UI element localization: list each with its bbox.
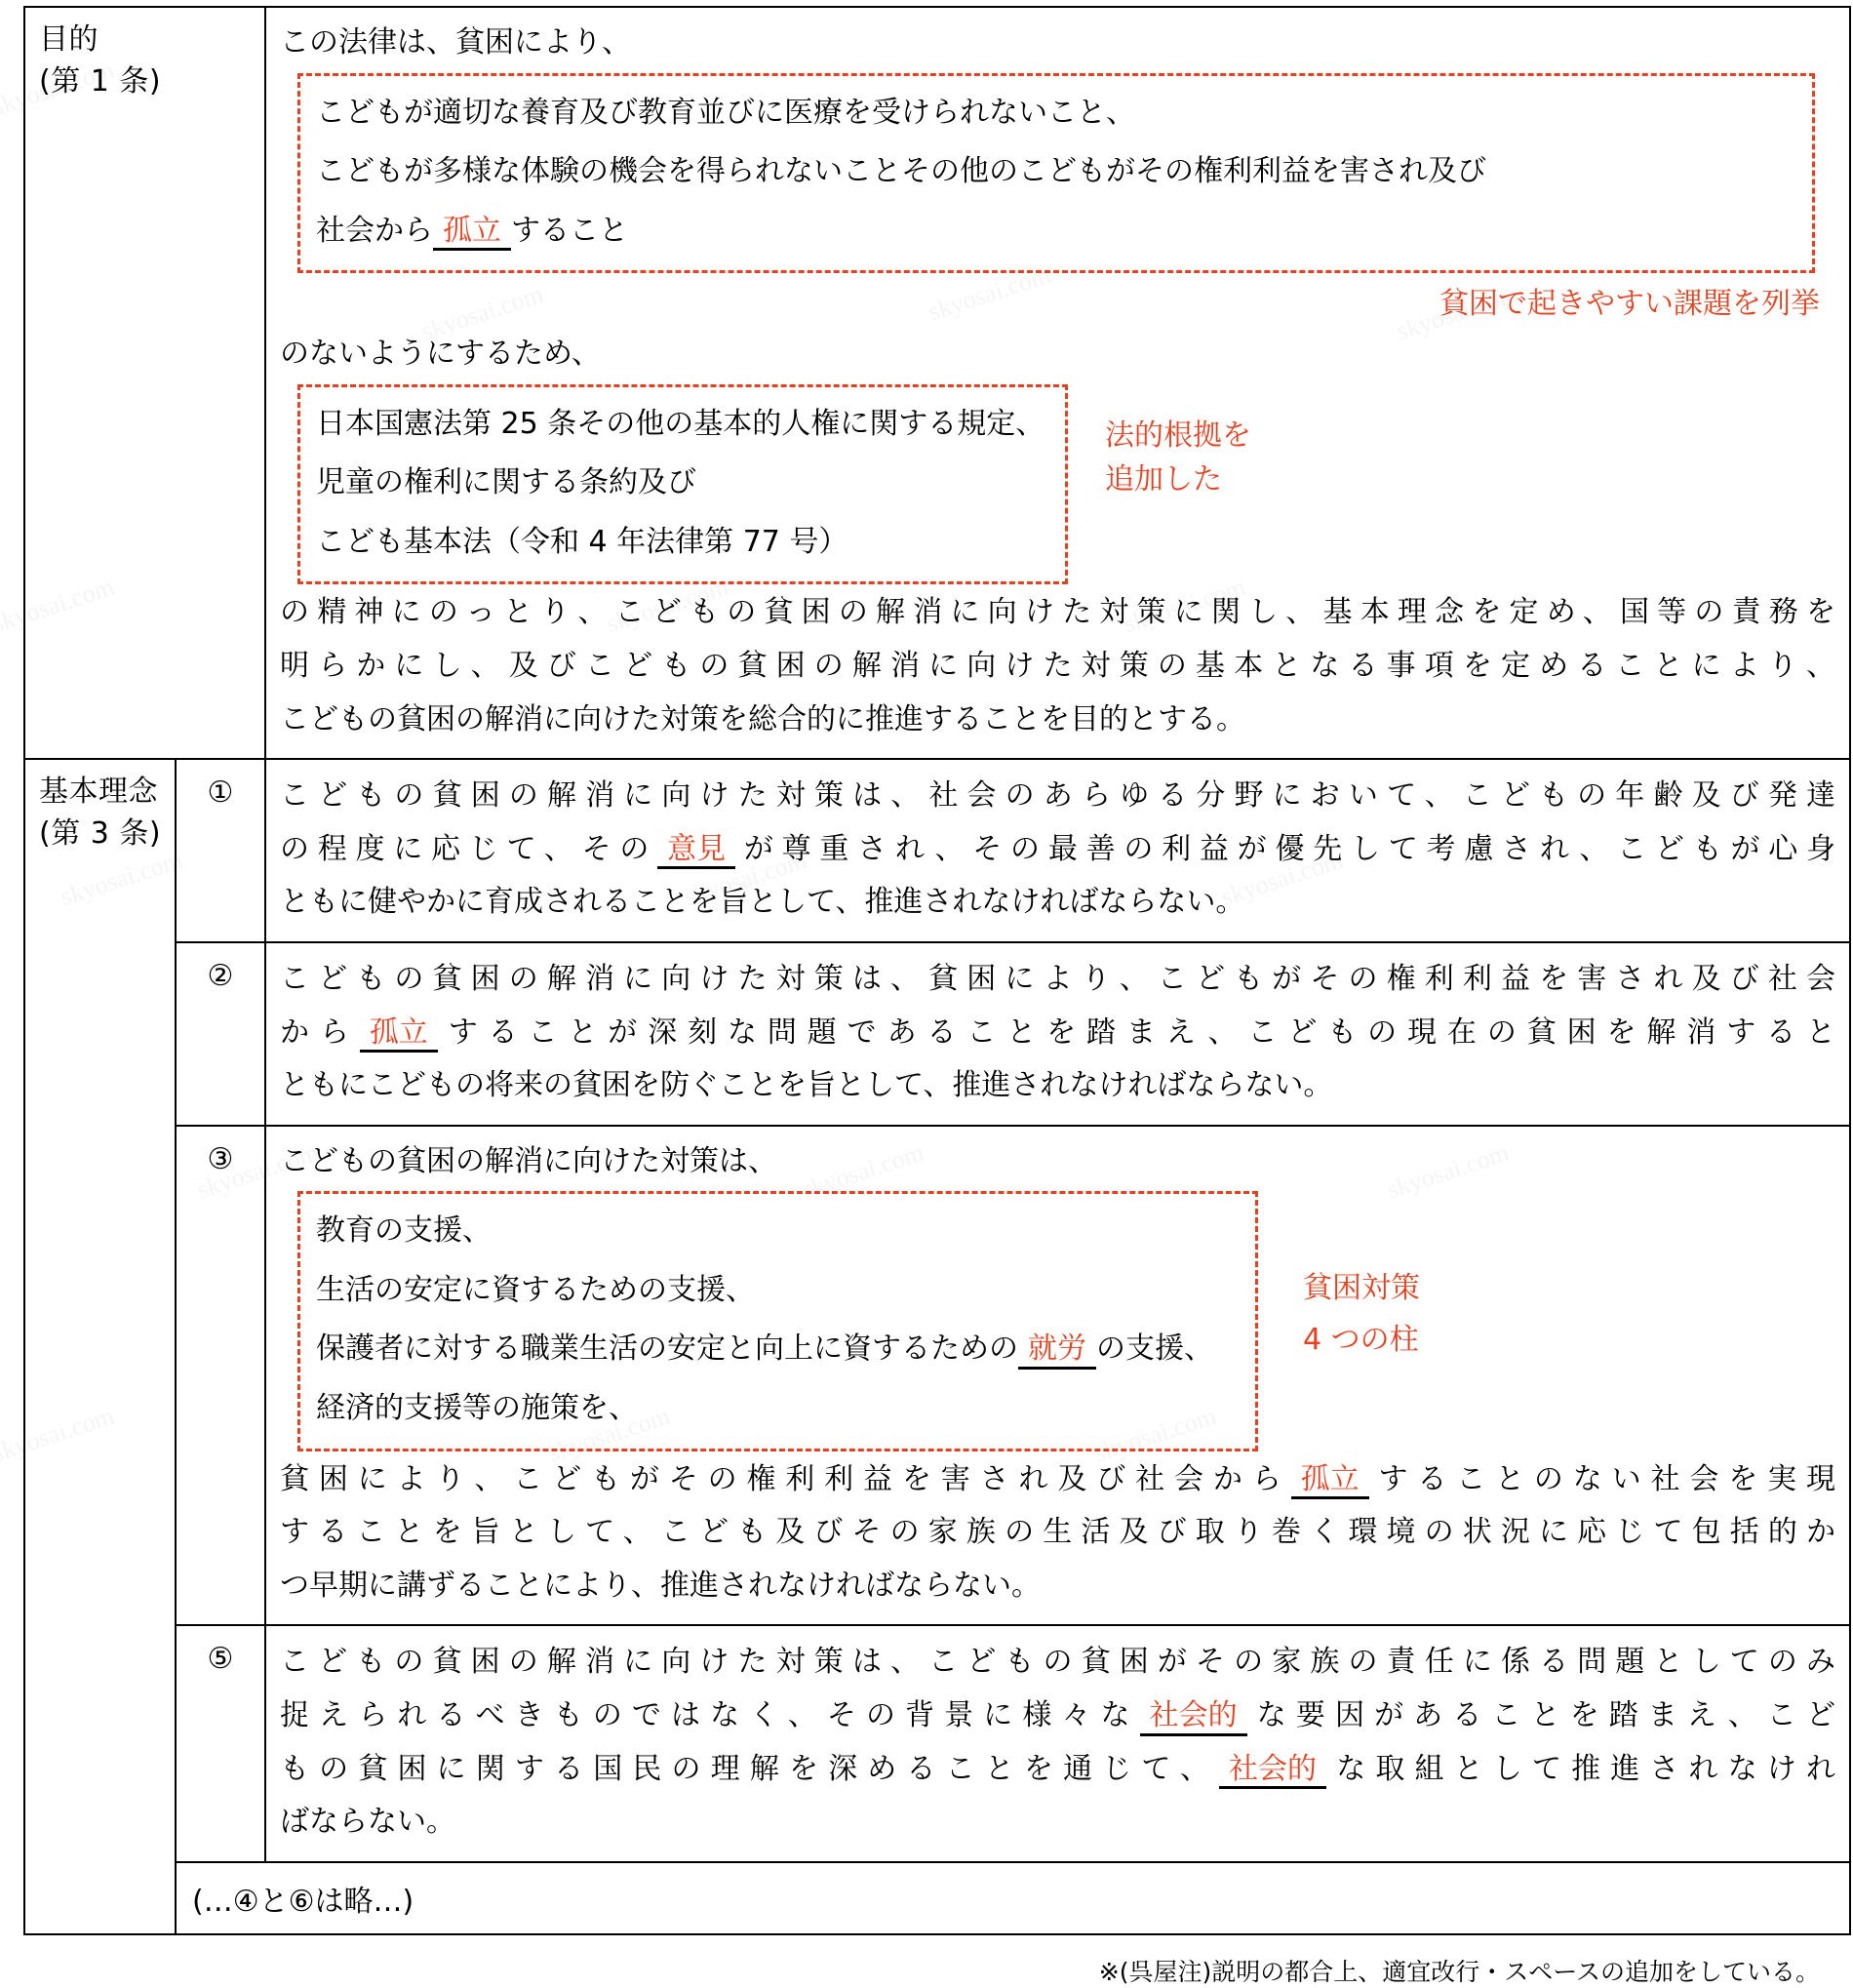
row-body-principle-3 (265, 1126, 1850, 1626)
header-article: (第 3 条) (39, 815, 162, 851)
row-omitted-note (176, 1862, 1850, 1934)
callout-line: こどもが適切な養育及び教育並びに医療を受けられないこと、 (316, 95, 1136, 130)
text-suffix: すること (511, 213, 629, 248)
annotation-legal-basis (1068, 380, 1251, 501)
principle-line: こどもの貧困の解消に向けた対策は、こどもの貧困がその家族の責任に係る問題としてのみ (280, 1645, 1836, 1680)
purpose-tail-line: の精神にのっとり、こどもの貧困の解消に向けた対策に関し、基本理念を定め、国等の責務を (280, 595, 1836, 630)
answer-blank-shakaiteki: 社会的 (1140, 1699, 1247, 1736)
law-comparison-table (23, 6, 1851, 1935)
callout-line: 生活の安定に資するための支援、 (316, 1272, 756, 1307)
principle-line: ともに健やかに育成されることを旨として、推進されなければならない。 (280, 885, 1245, 920)
callout-box-four-pillars (297, 1191, 1258, 1451)
principle-line: ともにこどもの将来の貧困を防ぐことを旨として、推進されなければならない。 (280, 1068, 1333, 1103)
table-row-purpose (24, 7, 1850, 759)
principle-line-with-blank (280, 823, 1835, 877)
text-suffix: することのない社会を実現 (1368, 1461, 1836, 1496)
callout-line: 教育の支援、 (316, 1213, 493, 1249)
text-prefix: 貧困により、こどもがその権利利益を害され及び社会から (280, 1461, 1291, 1496)
principle-line-with-blank (280, 1007, 1835, 1060)
principle-line: こどもの貧困の解消に向けた対策は、貧困により、こどもがその権利利益を害され及び社会 (280, 961, 1836, 996)
item-number: ⑤ (207, 1642, 234, 1677)
row-header-principles (24, 759, 176, 1934)
table-row-principle-1 (24, 759, 1850, 942)
row-body-principle-2 (265, 942, 1850, 1126)
callout-line: 児童の権利に関する条約及び (316, 465, 697, 500)
text-prefix: 社会から (316, 213, 434, 248)
row-body-principle-1 (265, 759, 1850, 942)
annotation-line: 法的根拠を (1105, 417, 1252, 453)
principle-line-with-blank (280, 1690, 1835, 1743)
principle-tail-line: することを旨として、こども及びその家族の生活及び取り巻く環境の状況に応じて包括的か (280, 1515, 1836, 1550)
text-prefix: 保護者に対する職業生活の安定と向上に資するための (316, 1332, 1019, 1367)
text-prefix: もの貧困に関する国民の理解を深めることを通じて、 (280, 1751, 1220, 1786)
callout-line-with-blank (316, 1320, 1245, 1379)
callout-line: 経済的支援等の施策を、 (316, 1391, 639, 1426)
table-row-omitted (24, 1862, 1850, 1934)
text-suffix: な要因があることを踏まえ、こど (1246, 1698, 1836, 1733)
answer-blank-kouritsu: 孤立 (1291, 1463, 1369, 1500)
principle-intro-line: こどもの貧困の解消に向けた対策は、 (280, 1143, 778, 1178)
purpose-tail-line: こどもの貧困の解消に向けた対策を総合的に推進することを目的とする。 (280, 701, 1246, 736)
callout-line: こどもが多様な体験の機会を得られないことその他のこどもがその権利利益を害され及び (316, 154, 1487, 189)
callout-line-with-blank (316, 202, 1802, 261)
table-row-principle-5 (24, 1625, 1850, 1861)
document-page (0, 6, 1853, 1986)
header-title: 目的 (39, 22, 99, 57)
answer-blank-iken: 意見 (657, 833, 735, 870)
row-number-1 (176, 759, 265, 942)
callout-box-legal-basis (297, 384, 1068, 585)
annotation-four-pillars (1258, 1187, 1420, 1366)
principle-line-with-blank (280, 1743, 1835, 1797)
text-prefix: 捉えられるべきものではなく、その背景に様々な (280, 1698, 1140, 1733)
answer-blank-shakaiteki: 社会的 (1219, 1753, 1326, 1790)
row-body-principle-5 (265, 1625, 1850, 1861)
principle-tail-line-with-blank (280, 1453, 1835, 1507)
four-pillars-group (280, 1187, 1835, 1452)
omitted-label: (…④と⑥は略…) (192, 1884, 414, 1919)
text-suffix: することが深刻な問題であることを踏まえ、こどもの現在の貧困を解消すると (437, 1014, 1836, 1050)
text-prefix: の程度に応じて、その (280, 831, 658, 866)
purpose-intro-line: この法律は、貧困により、 (280, 25, 632, 60)
row-number-2 (176, 942, 265, 1126)
legal-basis-group (280, 380, 1835, 587)
annotation-line: 4 つの柱 (1303, 1322, 1419, 1357)
purpose-tail-line: 明らかにし、及びこどもの貧困の解消に向けた対策の基本となる事項を定めることにより、 (280, 648, 1836, 683)
text-prefix: から (280, 1014, 360, 1050)
callout-line: こども基本法（令和 4 年法律第 77 号） (316, 524, 848, 559)
answer-blank-shuurou: 就労 (1018, 1332, 1096, 1370)
text-suffix: な取組として推進されなけれ (1326, 1751, 1836, 1786)
row-header-purpose (24, 7, 265, 759)
header-title: 基本理念 (39, 775, 158, 810)
row-number-5 (176, 1625, 265, 1861)
principle-line: ばならない。 (280, 1805, 456, 1840)
annotation-poverty-issues: 貧困で起きやすい課題を列挙 (1439, 287, 1821, 322)
table-row-principle-3 (24, 1126, 1850, 1626)
purpose-middle-line: のないようにするため、 (280, 336, 601, 371)
row-body-purpose (265, 7, 1850, 759)
row-number-3 (176, 1126, 265, 1626)
text-suffix: が尊重され、その最善の利益が優先して考慮され、こどもが心身 (735, 831, 1836, 866)
annotation-line: 追加した (1105, 461, 1223, 497)
answer-blank-kouritsu: 孤立 (433, 215, 511, 252)
footnote: ※(呉屋注)説明の都合上、適宜改行・スペースの追加をしている。 (1098, 1957, 1820, 1986)
answer-blank-kouritsu: 孤立 (360, 1016, 438, 1054)
header-article: (第 1 条) (39, 63, 162, 99)
item-number: ① (207, 775, 234, 811)
text-suffix: の支援、 (1096, 1332, 1214, 1367)
item-number: ③ (207, 1141, 234, 1176)
principle-line: こどもの貧困の解消に向けた対策は、社会のあらゆる分野において、こどもの年齢及び発達 (280, 778, 1836, 814)
principle-tail-line: つ早期に講ずることにより、推進されなければならない。 (280, 1568, 1042, 1603)
callout-line: 日本国憲法第 25 条その他の基本的人権に関する規定、 (316, 406, 1045, 441)
annotation-line: 貧困対策 (1303, 1271, 1421, 1306)
callout-box-poverty-issues (297, 73, 1815, 274)
item-number: ② (207, 958, 234, 993)
table-row-principle-2 (24, 942, 1850, 1126)
